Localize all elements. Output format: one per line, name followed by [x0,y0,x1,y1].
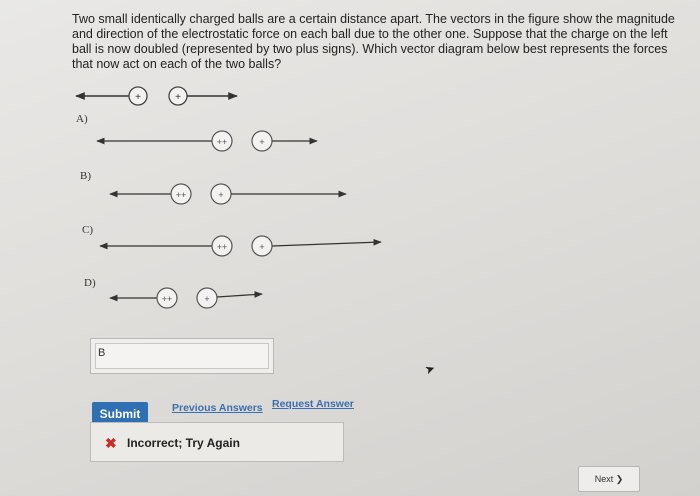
question-text: Two small identically charged balls are a certain distance apart. The vectors in the figure show the magnitude and direction of the electrostatic force on each ball due to the other one. Suppose that the charge on the left ball is now doubled (represented by two plus signs). Which vector diagram below best represents the forces that now act on each of the two balls? [72,12,675,71]
choice-c-label: C) [82,224,93,236]
choice-d-diagram [110,288,262,308]
left-charge-text: ++ [216,242,228,252]
answer-field[interactable] [90,338,274,374]
previous-answers-link[interactable]: Previous Answers [172,402,263,414]
choice-b-diagram [110,184,346,204]
choice-c-diagram [100,236,381,256]
left-charge-text: ++ [175,190,187,200]
original-diagram [76,87,237,105]
x-mark-icon: ✖ [105,435,117,451]
right-charge-text: + [259,242,265,252]
right-charge-text: + [259,137,265,147]
left-charge-text: ++ [216,137,228,147]
mouse-cursor-icon: ➤ [422,360,438,378]
request-answer-link[interactable]: Request Answer [272,398,354,410]
right-charge-text: + [204,294,210,304]
choice-b-label: B) [80,170,91,182]
choice-a-diagram [97,131,317,151]
choice-d-label: D) [84,277,96,289]
answer-input[interactable]: B [95,343,269,369]
feedback-box [90,422,344,462]
submit-button[interactable]: Submit [92,402,148,426]
right-charge-text: + [218,190,224,200]
feedback-text: Incorrect; Try Again [127,436,240,450]
right-charge-text: + [175,92,181,103]
choice-a-label: A) [76,113,88,125]
left-charge-text: + [135,92,141,103]
left-charge-text: ++ [161,294,173,304]
right-force-arrow [217,294,262,297]
next-button[interactable]: Next ❯ [578,466,640,492]
right-force-arrow [272,242,381,246]
